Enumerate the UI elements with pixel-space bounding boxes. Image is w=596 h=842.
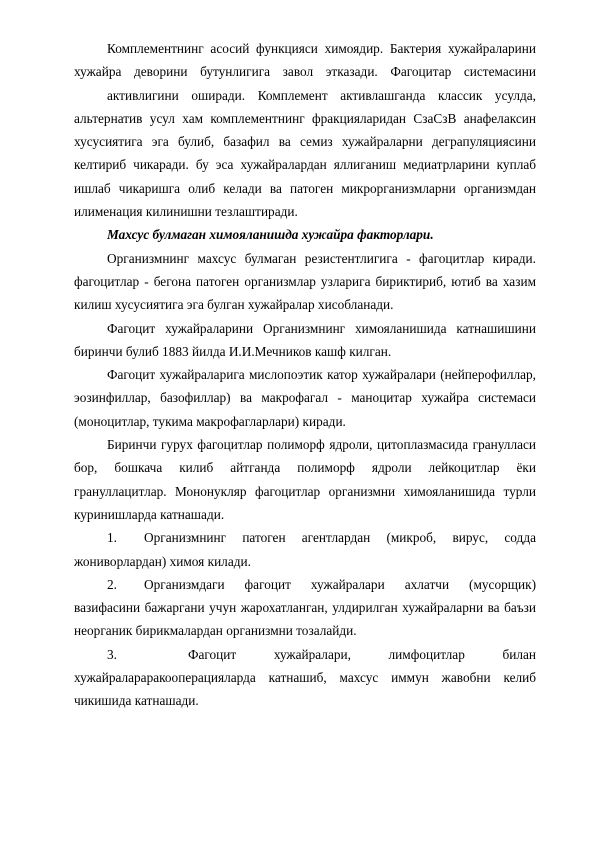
list-item <box>74 643 536 713</box>
list-item-number: 1. <box>107 530 117 546</box>
paragraph-complement-activation: активлигини оширади. Комплемент активлашганда классик усулда, альтернатив усул хам комплементнинг фракцияларидан СзаСзВ анафелаксин хусусиятига эга булиб, базафил ва семиз хужайраларни деграпуляциясини келтириб чикаради. бу эса хужайралардан яллиганиш медиатрларини куплаб ишлаб чикаришга олиб келади ва патоген микрорганизмларни организмдан илименация килинишни тезлаштиради. <box>74 87 536 220</box>
paragraph-complement-function: Комплементнинг асосий функцияси химоядир. Бактерия хужайраларини хужайра деворини бутунлигига завол этказади. Фагоцитар системасини <box>74 41 536 80</box>
list-item-text: Фагоцит хужайралари, лимфоцитлар билан хужайралараракооперацияларда катнашиб, махсус иммун жавобни келиб чикишида катнашади. <box>74 646 536 709</box>
paragraph-mechnikov: Фагоцит хужайраларини Организмнинг химояланишида катнашишини биринчи булиб 1883 йилда И.И.Мечников кашф килган. <box>74 320 536 359</box>
paragraph-nonspecific-resistance: Организмнинг махсус булмаган резистентлигига - фагоцитлар киради. фагоцитлар - бегона патоген организмлар узларига бириктириб, ютиб ва хазим килиш хусусиятига эга булган хужайралар хисобланади. <box>74 250 536 313</box>
list-item-number: 3. <box>107 646 117 662</box>
section-heading: Махсус булмаган химояланишда хужайра факторлари. <box>107 227 434 243</box>
list-item <box>74 573 536 643</box>
list-item-text: Организмнинг патоген агентлардан (микроб, вирус, содда жониворлардан) химоя килади. <box>74 530 536 569</box>
document-text <box>74 37 536 713</box>
paragraph-first-group: Биринчи гурух фагоцитлар полиморф ядроли, цитоплазмасида гранулласи бор, бошкача килиб айтганда полиморф ядроли лейкоцитлар ёки грануллацитлар. Мононукляр фагоцитлар организмни химояланишида турли куринишларда катнашади. <box>74 437 536 522</box>
list-item <box>74 526 536 573</box>
list-item-text: Организмдаги фагоцит хужайралари ахлатчи (мусорщик) вазифасини бажаргани учун жарохатланган, улдирилган хужайраларни ва баъзи неорганик бирикмалардан организмни тозалайди. <box>74 576 536 639</box>
list-item-number: 2. <box>107 576 117 592</box>
paragraph-phagocyte-types: Фагоцит хужайраларига мислопоэтик катор хужайралари (нейперофиллар, эозинфиллар, базофиллар) ва макрофагал - маноцитар хужайра системаси (моноцитлар, тукима макрофагларлари) киради. <box>74 367 536 429</box>
